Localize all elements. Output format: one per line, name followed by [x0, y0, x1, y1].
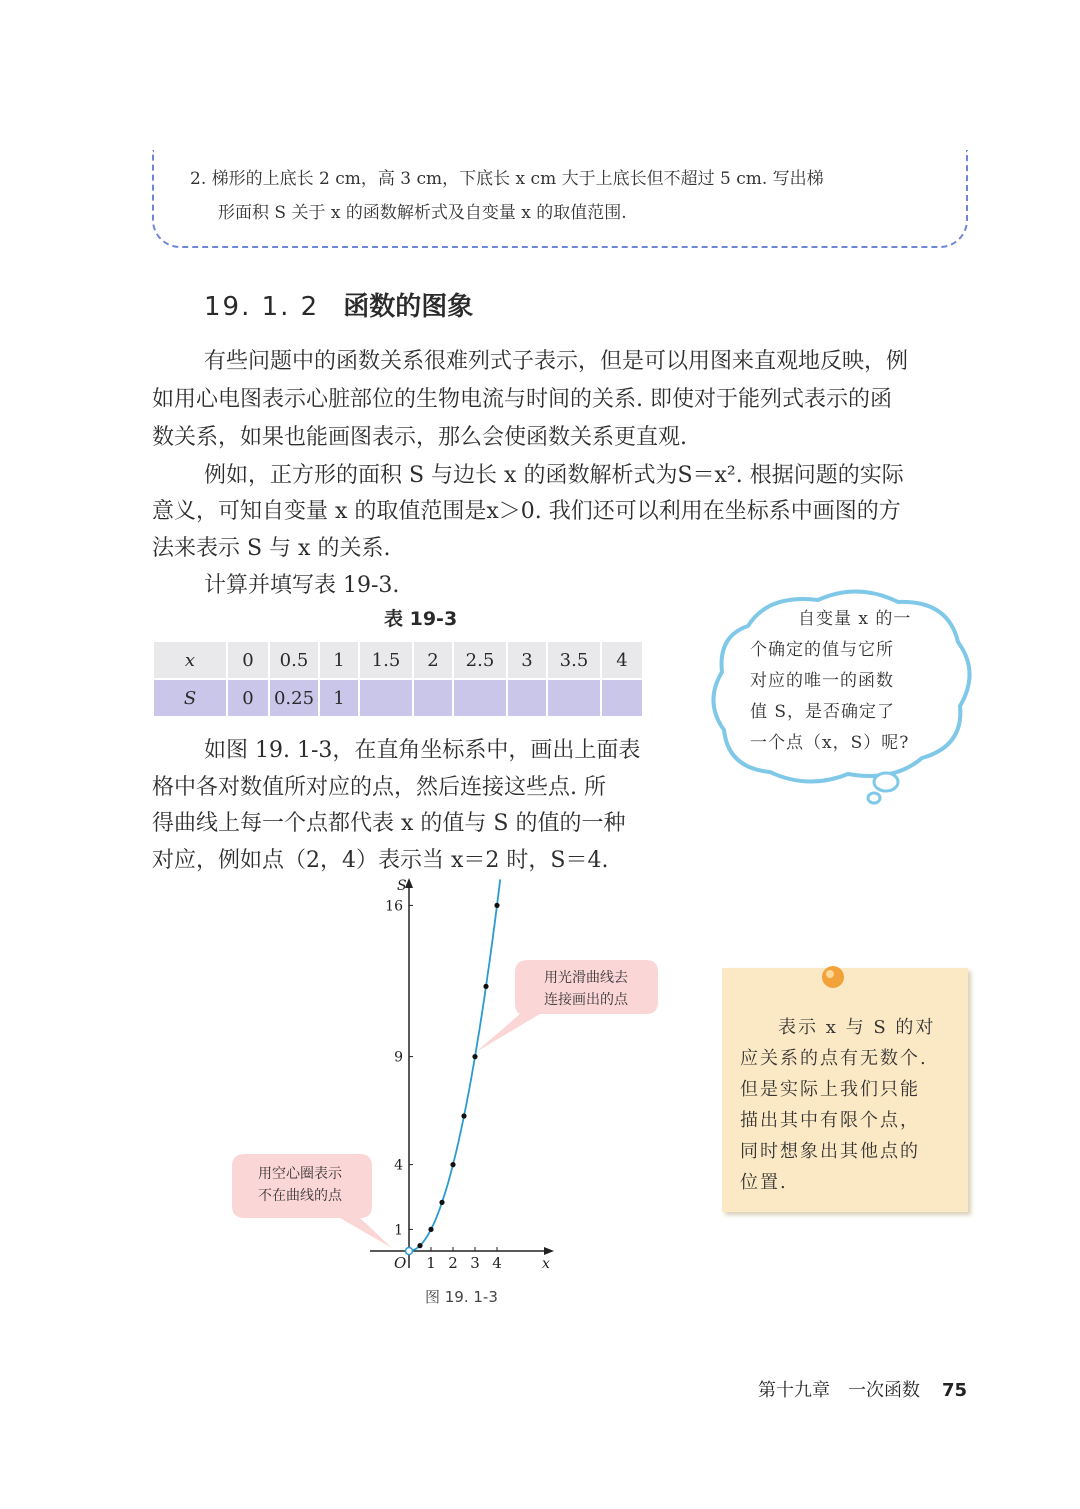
table-cell: 0: [227, 641, 269, 679]
open-point: [406, 1248, 413, 1255]
note-line: 同时想象出其他点的: [740, 1141, 920, 1162]
y-tick-label: 16: [385, 898, 403, 915]
page-footer: [758, 1376, 967, 1402]
section-number: 19. 1. 2: [204, 292, 320, 322]
data-point: [472, 1054, 477, 1059]
cloud-line: 一个点（x，S）呢?: [750, 733, 910, 753]
x-tick-label: 2: [448, 1254, 458, 1272]
y-axis-label: S: [397, 878, 407, 894]
exercise-line-1: 2. 梯形的上底长 2 cm，高 3 cm，下底长 x cm 大于上底长但不超过 5 cm. 写出梯: [190, 169, 824, 189]
intro-p1-line-3: 数关系，如果也能画图表示，那么会使函数关系更直观.: [152, 425, 687, 450]
data-point: [461, 1113, 466, 1118]
y-tick-label: 4: [394, 1157, 403, 1174]
note-text: [740, 1012, 954, 1198]
page-number: 75: [942, 1380, 968, 1401]
section-title: 函数的图象: [343, 292, 474, 322]
table-cell: 0.25: [269, 679, 319, 717]
y-tick-label: 1: [394, 1222, 403, 1239]
note-line: 表示 x 与 S 的对: [778, 1017, 936, 1038]
y-tick-label: 9: [394, 1049, 403, 1066]
table-cell: 1.5: [359, 641, 413, 679]
figure-caption: 图 19. 1-3: [425, 1288, 498, 1306]
table-cell: 3: [507, 641, 547, 679]
para2-line-3: 得曲线上每一个点都代表 x 的值与 S 的值的一种: [152, 811, 626, 836]
table-cell: 0.5: [269, 641, 319, 679]
table-cell: 4: [601, 641, 643, 679]
callout-text: 用空心圈表示: [258, 1166, 342, 1182]
data-point: [494, 903, 499, 908]
table-cell: 1: [319, 679, 359, 717]
para2-line-1: 如图 19. 1-3，在直角坐标系中，画出上面表: [204, 738, 641, 763]
note-line: 位置.: [740, 1172, 788, 1193]
callout-text: 连接画出的点: [544, 992, 628, 1008]
para2-line-2: 格中各对数值所对应的点，然后连接这些点. 所: [152, 775, 606, 800]
table-caption: 表 19-3: [384, 608, 458, 630]
pushpin-icon: [818, 962, 848, 992]
x-axis-label: x: [542, 1256, 550, 1272]
curve-line: [409, 879, 500, 1251]
chapter-label: 第十九章 一次函数: [758, 1380, 920, 1401]
table-cell: 2.5: [453, 641, 507, 679]
data-point: [450, 1162, 455, 1167]
callout-text: 不在曲线的点: [258, 1188, 342, 1204]
data-point: [483, 984, 488, 989]
intro-p2-line-1: 例如，正方形的面积 S 与边长 x 的函数解析式为S＝x². 根据问题的实际: [204, 463, 904, 488]
cloud-line: 自变量 x 的一: [798, 609, 912, 629]
x-tick-label: 3: [470, 1254, 480, 1272]
x-tick-label: 1: [426, 1254, 436, 1272]
table-header-s: S: [153, 679, 227, 717]
intro-p3: 计算并填写表 19-3.: [204, 573, 400, 598]
table-cell: 0: [227, 679, 269, 717]
cloud-line: 个确定的值与它所: [750, 640, 894, 660]
data-point: [428, 1227, 433, 1232]
table-cell: 1: [319, 641, 359, 679]
table-cell: 2: [413, 641, 453, 679]
x-tick-label: 4: [492, 1254, 502, 1272]
intro-p1-line-1: 有些问题中的函数关系很难列式子表示，但是可以用图来直观地反映，例: [204, 349, 909, 374]
note-line: 描出其中有限个点，: [740, 1110, 920, 1131]
cloud-line: 值 S，是否确定了: [750, 702, 896, 722]
table-header-x: x: [153, 641, 227, 679]
intro-p1-line-2: 如用心电图表示心脏部位的生物电流与时间的关系. 即使对于能列式表示的函: [152, 387, 892, 412]
cloud-line: 对应的唯一的函数: [750, 671, 894, 691]
callout-text: 用光滑曲线去: [544, 970, 628, 986]
table-cell: 3.5: [547, 641, 601, 679]
exercise-line-2: 形面积 S 关于 x 的函数解析式及自变量 x 的取值范围.: [218, 203, 627, 223]
intro-p2-line-2: 意义，可知自变量 x 的取值范围是x＞0. 我们还可以利用在坐标系中画图的方: [152, 499, 901, 524]
intro-p2-line-3: 法来表示 S 与 x 的关系.: [152, 536, 391, 561]
data-point: [417, 1243, 422, 1248]
x-axis-arrow-icon: [544, 1247, 554, 1255]
para2-line-4: 对应，例如点（2，4）表示当 x＝2 时，S＝4.: [152, 848, 609, 873]
data-point: [439, 1200, 444, 1205]
note-line: 但是实际上我们只能: [740, 1079, 920, 1100]
origin-label: O: [394, 1254, 407, 1272]
note-line: 应关系的点有无数个.: [740, 1048, 928, 1069]
